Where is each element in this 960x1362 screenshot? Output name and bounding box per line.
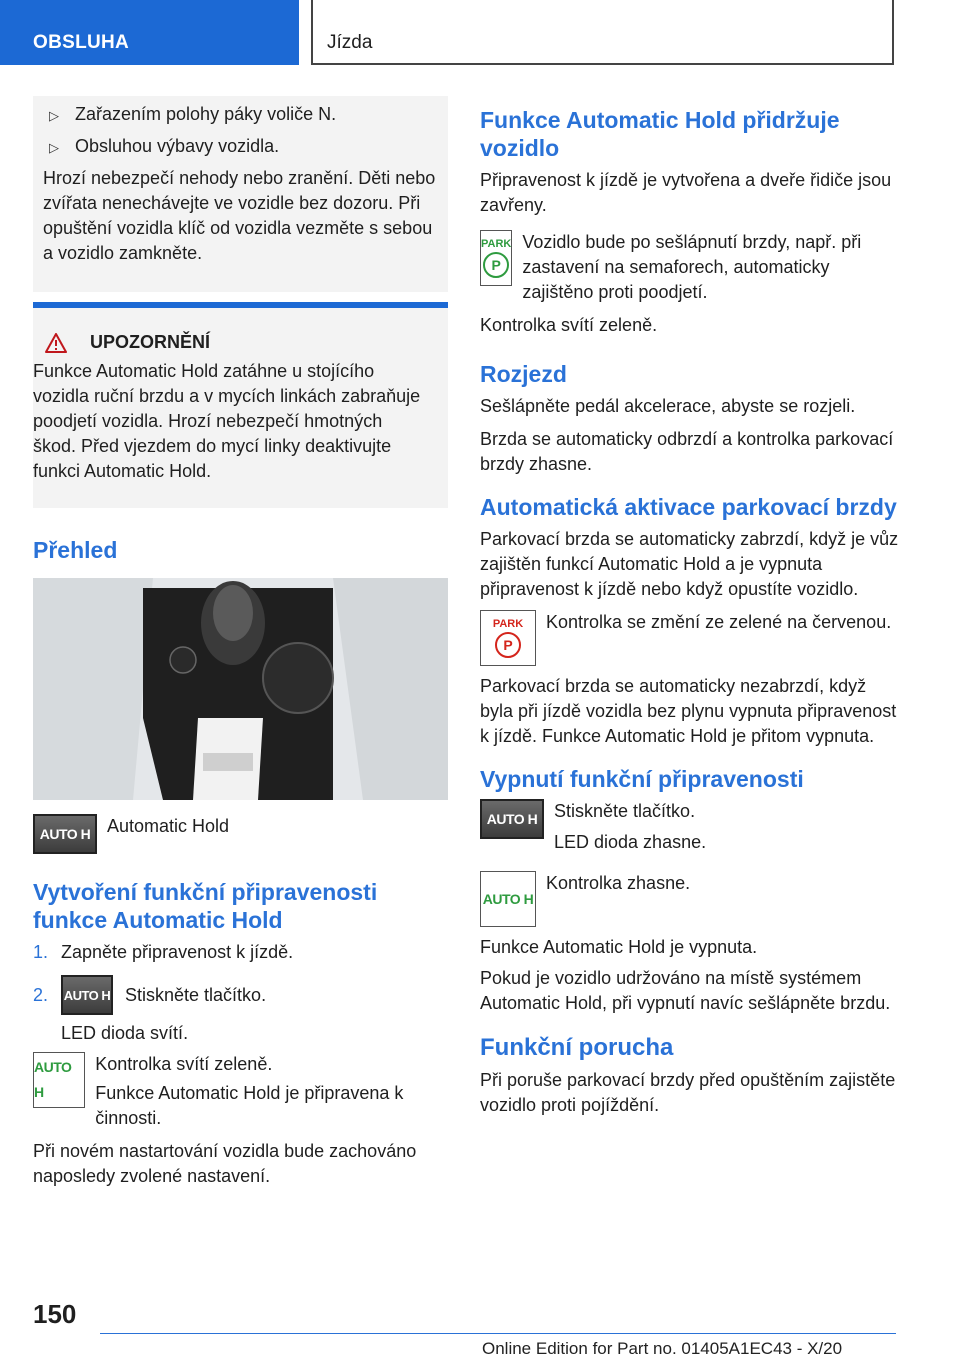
triangle-bullet-icon: ▷ xyxy=(49,108,59,123)
auto-activation-heading: Automatická aktivace parkovací brzdy xyxy=(480,494,897,520)
overview-heading: Přehled xyxy=(33,537,118,563)
disable-press-text: Stiskněte tlačítko. xyxy=(554,801,696,821)
warning-text: Funkce Automatic Hold zatáhne u stojícího vozidla ruční brzdu a v mycích linkách zabraňuje poodjetí vozidla. Hrozí nebezpečí hmotných škod. Před vjezdem do mycí linky deaktivujte funkci Automatic Hold. xyxy=(33,361,421,481)
create-heading: Vytvoření funkční připravenosti funkce Automatic Hold xyxy=(33,879,378,933)
auto-activation-text-2: Parkovací brzda se automaticky nezabrzdí, když byla při jízdě vozidla bez plynu vypnuta připravenost k jízdě. Funkce Automatic Hold je přitom vypnuta. xyxy=(480,676,897,746)
park-label: PARK xyxy=(492,618,524,630)
list-item xyxy=(33,940,448,965)
step-number: 1. xyxy=(33,942,49,962)
bullet-text: Obsluhou výbavy vozidla. xyxy=(75,136,280,156)
auto-hold-button-icon: AUTO H xyxy=(480,799,544,839)
footer-divider xyxy=(100,1333,896,1334)
section-tab: OBSLUHA xyxy=(0,0,299,65)
disable-text xyxy=(554,799,706,855)
auto-hold-green-indicator-icon: AUTO H xyxy=(480,871,536,927)
step-text: Stiskněte tlačítko. xyxy=(125,984,267,1005)
list-item xyxy=(33,134,448,160)
danger-text: Hrozí nebezpečí nehody nebo zranění. Děti nebo zvířata nenechávejte ve vozidle bez dozoru. Při opuštění vozidla klíč od vozidla vezměte s sebou a vozidlo zamkněte. xyxy=(43,168,436,263)
hold-lamp-text: Kontrolka svítí zeleně. xyxy=(480,315,658,335)
park-circle-icon: P xyxy=(495,632,521,658)
list-item xyxy=(33,102,448,128)
footer-edition: Online Edition for Part no. 01405A1EC43 - X/20 xyxy=(482,1339,843,1358)
warning-box xyxy=(33,302,448,508)
hold-icon-text: Vozidlo bude po sešlápnutí brzdy, např. při zastavení na semaforech, automaticky zajištěno proti poodjetí. xyxy=(522,232,862,302)
auto-activation-legend xyxy=(480,610,900,666)
left-column xyxy=(33,96,448,1189)
auto-hold-button-icon: AUTO H xyxy=(33,814,97,854)
auto-activation-icon-text: Kontrolka se změní ze zelené na červenou. xyxy=(546,612,892,632)
hold-intro: Připravenost k jízdě je vytvořena a dveře řidiče jsou zavřeny. xyxy=(480,170,892,215)
park-circle-icon: P xyxy=(483,252,509,278)
overview-caption: Automatic Hold xyxy=(107,816,230,836)
park-red-indicator-icon xyxy=(480,610,536,666)
auto-activation-text-1: Parkovací brzda se automaticky zabrzdí, když je vůz zajištěn funkcí Automatic Hold a je vypnuta připravenost k jízdě nebo když opustíte vozidlo. xyxy=(480,529,899,599)
lamp-legend xyxy=(33,1052,448,1131)
step-number: 2. xyxy=(33,984,49,1005)
start-text-1: Sešlápněte pedál akcelerace, abyste se rozjeli. xyxy=(480,396,856,416)
hold-heading: Funkce Automatic Hold přidržuje vozidlo xyxy=(480,107,840,161)
park-label: PARK xyxy=(481,238,512,250)
park-green-indicator-icon xyxy=(480,230,512,286)
disable-lamp-legend xyxy=(480,871,900,927)
disable-lamp-text: Kontrolka zhasne. xyxy=(546,873,691,893)
overview-legend xyxy=(33,814,448,854)
warning-title: UPOZORNĚNÍ xyxy=(90,332,211,352)
step-text: Zapněte připravenost k jízdě. xyxy=(61,942,294,962)
page-number: 150 xyxy=(33,1299,77,1329)
hold-legend xyxy=(480,230,900,305)
ready-text: Funkce Automatic Hold je připravena k činnosti. xyxy=(95,1083,404,1128)
fault-text: Při poruše parkovací brzdy před opuštěním zajistěte vozidlo proti pojíždění. xyxy=(480,1070,896,1115)
led-on-text: LED dioda svítí. xyxy=(61,1023,189,1043)
auto-hold-green-indicator-icon: AUTO H xyxy=(33,1052,85,1108)
disable-text-2: Pokud je vozidlo udržováno na místě systémem Automatic Hold, při vypnutí navíc sešlápněte brzdu. xyxy=(480,968,891,1013)
warning-heading xyxy=(33,330,438,355)
start-heading: Rozjezd xyxy=(480,361,567,387)
danger-box xyxy=(33,96,448,292)
triangle-bullet-icon: ▷ xyxy=(49,140,59,155)
disable-led-text: LED dioda zhasne. xyxy=(554,832,707,852)
lamp-text xyxy=(95,1052,448,1131)
lamp-green-text: Kontrolka svítí zeleně. xyxy=(95,1054,273,1074)
auto-hold-button-icon: AUTO H xyxy=(61,975,113,1015)
console-photo xyxy=(33,578,448,800)
disable-legend xyxy=(480,799,900,855)
bullet-text: Zařazením polohy páky voliče N. xyxy=(75,104,337,124)
disable-text-1: Funkce Automatic Hold je vypnuta. xyxy=(480,937,758,957)
warning-triangle-icon xyxy=(45,330,90,355)
page-title: Jízda xyxy=(311,0,894,65)
right-column xyxy=(480,96,900,1118)
list-item xyxy=(33,975,448,1015)
disable-heading: Vypnutí funkční připravenosti xyxy=(480,766,804,792)
fault-heading: Funkční porucha xyxy=(480,1034,674,1061)
restart-text: Při novém nastartování vozidla bude zachováno naposledy zvolené nastavení. xyxy=(33,1141,417,1186)
start-text-2: Brzda se automaticky odbrzdí a kontrolka parkovací brzdy zhasne. xyxy=(480,429,894,474)
